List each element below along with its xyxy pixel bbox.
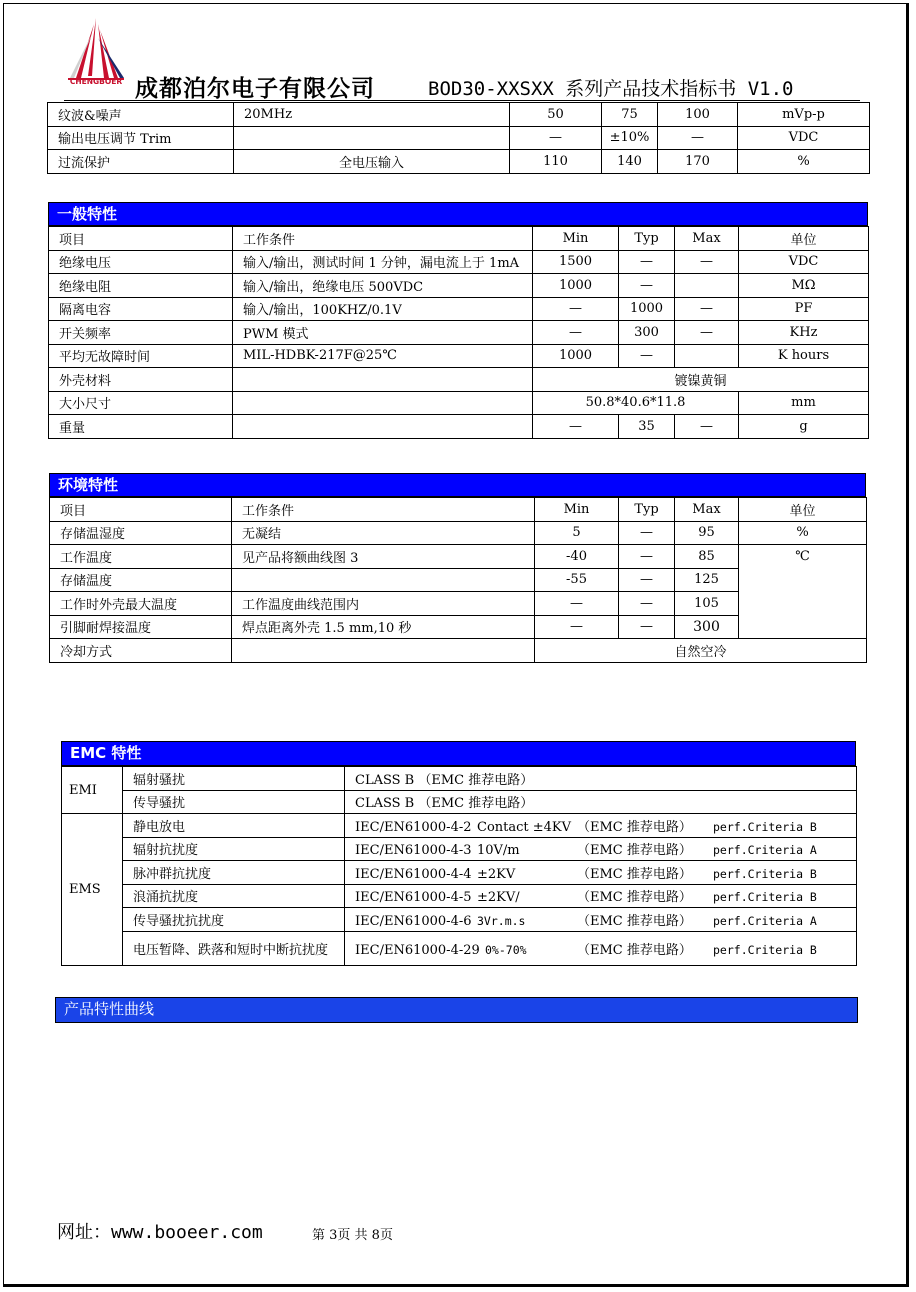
param-name: 过流保护	[48, 150, 234, 174]
max-value: 170	[658, 150, 738, 174]
test-name: 辐射骚扰	[123, 767, 345, 791]
general-spec-table	[48, 226, 869, 439]
level: ±2KV	[477, 866, 516, 882]
level: ±2KV/	[477, 890, 520, 906]
unit: %	[738, 150, 870, 174]
circuit-note: （EMC 推荐电路）	[577, 866, 692, 882]
header-max: Max	[675, 498, 739, 522]
max-value: 95	[675, 521, 739, 545]
condition: 输入/输出，100KHZ/0.1V	[233, 297, 533, 321]
min-value: —	[533, 297, 619, 321]
max-value: —	[658, 126, 738, 150]
typ-value: —	[619, 521, 675, 545]
criteria: perf.Criteria B	[713, 890, 817, 905]
table-header-row	[50, 498, 867, 522]
table-row	[62, 908, 857, 932]
param-name: 重量	[49, 415, 233, 439]
level: 10V/m	[477, 843, 520, 859]
standard: IEC/EN61000-4-2	[355, 819, 472, 835]
min-value: —	[535, 615, 619, 639]
circuit-note: （EMC 推荐电路）	[577, 942, 692, 958]
table-row	[49, 391, 869, 415]
param-name: 绝缘电压	[49, 250, 233, 274]
table-row	[62, 767, 857, 791]
typ-value: 1000	[619, 297, 675, 321]
test-standard: CLASS B （EMC 推荐电路）	[345, 790, 857, 814]
param-name: 存储温度	[50, 568, 232, 592]
condition: PWM 模式	[233, 321, 533, 345]
param-name: 存储温湿度	[50, 521, 232, 545]
unit: %	[739, 521, 867, 545]
unit: VDC	[739, 250, 869, 274]
typ-value: —	[619, 545, 675, 569]
condition: 输入/输出，测试时间 1 分钟，漏电流上于 1mA	[233, 250, 533, 274]
table-row	[62, 884, 857, 908]
header-divider	[64, 100, 860, 101]
header-item: 项目	[49, 227, 233, 251]
table-row	[62, 931, 857, 965]
condition: 见产品将额曲线图 3	[232, 545, 535, 569]
typ-value: —	[619, 568, 675, 592]
max-value: —	[675, 250, 739, 274]
min-value: 110	[510, 150, 602, 174]
max-value: 85	[675, 545, 739, 569]
table-header-row	[49, 227, 869, 251]
table-row	[49, 274, 869, 298]
param-name: 纹波&噪声	[48, 103, 234, 127]
table-row	[49, 250, 869, 274]
max-value: 105	[675, 592, 739, 616]
typ-value: ±10%	[602, 126, 658, 150]
condition	[232, 568, 535, 592]
param-name: 冷却方式	[50, 639, 232, 663]
header-max: Max	[675, 227, 739, 251]
test-detail	[345, 861, 857, 885]
level: 0%-70%	[485, 942, 527, 957]
standard: IEC/EN61000-4-3	[355, 843, 472, 859]
table-row	[48, 103, 870, 127]
test-name: 电压暂降、跌落和短时中断抗扰度	[123, 931, 345, 965]
param-name: 绝缘电阻	[49, 274, 233, 298]
table-row	[49, 368, 869, 392]
unit: K hours	[739, 344, 869, 368]
param-name: 工作时外壳最大温度	[50, 592, 232, 616]
condition: 全电压输入	[234, 150, 510, 174]
condition	[233, 415, 533, 439]
max-value: —	[675, 415, 739, 439]
condition	[233, 368, 533, 392]
header-unit: 单位	[739, 227, 869, 251]
test-detail	[345, 931, 857, 965]
unit: mm	[739, 391, 869, 415]
param-name: 引脚耐焊接温度	[50, 615, 232, 639]
typ-value: 300	[619, 321, 675, 345]
header-condition: 工作条件	[232, 498, 535, 522]
criteria: perf.Criteria A	[713, 913, 817, 928]
condition	[234, 126, 510, 150]
max-value: 300	[675, 615, 739, 639]
typ-value: —	[619, 274, 675, 298]
min-value: —	[533, 321, 619, 345]
criteria: perf.Criteria B	[713, 942, 817, 957]
level: 3Vr.m.s	[477, 913, 526, 928]
level: Contact ±4KV	[477, 819, 572, 835]
condition: 无凝结	[232, 521, 535, 545]
min-value: 5	[535, 521, 619, 545]
header-item: 项目	[50, 498, 232, 522]
header-typ: Typ	[619, 498, 675, 522]
min-value: 1000	[533, 274, 619, 298]
unit: MΩ	[739, 274, 869, 298]
condition: 焊点距离外壳 1.5 mm,10 秒	[232, 615, 535, 639]
param-name: 外壳材料	[49, 368, 233, 392]
typ-value: —	[619, 592, 675, 616]
standard: IEC/EN61000-4-6	[355, 913, 472, 929]
condition: 输入/输出，绝缘电压 500VDC	[233, 274, 533, 298]
table-row	[50, 545, 867, 569]
header-min: Min	[533, 227, 619, 251]
standard: IEC/EN61000-4-4	[355, 866, 472, 882]
circuit-note: （EMC 推荐电路）	[577, 819, 692, 835]
table-row	[48, 126, 870, 150]
max-value: 125	[675, 568, 739, 592]
param-name: 平均无故障时间	[49, 344, 233, 368]
circuit-note: （EMC 推荐电路）	[577, 890, 692, 906]
condition: 工作温度曲线范围内	[232, 592, 535, 616]
min-value: -55	[535, 568, 619, 592]
typ-value: —	[619, 250, 675, 274]
output-spec-table	[47, 102, 870, 174]
typ-value: 35	[619, 415, 675, 439]
table-row	[50, 521, 867, 545]
dimensions: 50.8*40.6*11.8	[533, 391, 739, 415]
unit: ℃	[739, 545, 867, 639]
param-name: 隔离电容	[49, 297, 233, 321]
table-row	[62, 861, 857, 885]
max-value	[675, 344, 739, 368]
emc-spec-table	[61, 766, 857, 966]
unit: VDC	[738, 126, 870, 150]
table-row	[62, 790, 857, 814]
unit: PF	[739, 297, 869, 321]
header-unit: 单位	[739, 498, 867, 522]
test-name: 脉冲群抗扰度	[123, 861, 345, 885]
max-value: —	[675, 297, 739, 321]
standard: IEC/EN61000-4-29	[355, 942, 480, 958]
circuit-note: （EMC 推荐电路）	[577, 913, 692, 929]
test-standard: CLASS B （EMC 推荐电路）	[345, 767, 857, 791]
document-title: BOD30-XXSXX 系列产品技术指标书 V1.0	[428, 78, 794, 100]
unit: KHz	[739, 321, 869, 345]
min-value: 50	[510, 103, 602, 127]
section-title-general: 一般特性	[48, 202, 868, 226]
table-row	[48, 150, 870, 174]
typ-value: 140	[602, 150, 658, 174]
table-row	[50, 639, 867, 663]
max-value: —	[675, 321, 739, 345]
max-value	[675, 274, 739, 298]
footer-website: 网址：www.booeer.com	[57, 1222, 263, 1243]
test-name: 浪涌抗扰度	[123, 884, 345, 908]
param-name: 大小尺寸	[49, 391, 233, 415]
condition: 20MHz	[234, 103, 510, 127]
typ-value: 75	[602, 103, 658, 127]
test-name: 静电放电	[123, 814, 345, 838]
max-value: 100	[658, 103, 738, 127]
test-detail	[345, 884, 857, 908]
header-typ: Typ	[619, 227, 675, 251]
table-row	[49, 321, 869, 345]
unit: g	[739, 415, 869, 439]
table-row	[62, 814, 857, 838]
param-name: 开关频率	[49, 321, 233, 345]
company-name: 成都泊尔电子有限公司	[135, 76, 375, 102]
test-detail	[345, 837, 857, 861]
test-name: 辐射抗扰度	[123, 837, 345, 861]
table-row	[62, 837, 857, 861]
test-name: 传导骚扰	[123, 790, 345, 814]
section-title-curves: 产品特性曲线	[55, 997, 858, 1023]
criteria: perf.Criteria B	[713, 819, 817, 834]
condition	[232, 639, 535, 663]
header-min: Min	[535, 498, 619, 522]
condition	[233, 391, 533, 415]
typ-value: —	[619, 344, 675, 368]
section-title-emc: EMC 特性	[61, 741, 856, 766]
test-detail	[345, 814, 857, 838]
min-value: -40	[535, 545, 619, 569]
footer-page-number: 第 3页 共 8页	[312, 1228, 393, 1243]
unit: mVp-p	[738, 103, 870, 127]
table-row	[49, 297, 869, 321]
standard: IEC/EN61000-4-5	[355, 890, 472, 906]
ems-label: EMS	[62, 814, 123, 966]
test-name: 传导骚扰抗扰度	[123, 908, 345, 932]
param-name: 输出电压调节 Trim	[48, 126, 234, 150]
section-title-environment: 环境特性	[49, 473, 866, 497]
condition: MIL-HDBK-217F@25℃	[233, 344, 533, 368]
cooling-method: 自然空冷	[535, 639, 867, 663]
table-row	[49, 344, 869, 368]
table-row	[49, 415, 869, 439]
min-value: 1500	[533, 250, 619, 274]
criteria: perf.Criteria A	[713, 843, 817, 858]
typ-value: —	[619, 615, 675, 639]
min-value: 1000	[533, 344, 619, 368]
emi-label: EMI	[62, 767, 123, 814]
header-condition: 工作条件	[233, 227, 533, 251]
min-value: —	[510, 126, 602, 150]
logo-text: CHENGBOER	[69, 77, 123, 86]
min-value: —	[535, 592, 619, 616]
min-value: —	[533, 415, 619, 439]
shell-material: 镀镍黄铜	[533, 368, 869, 392]
circuit-note: （EMC 推荐电路）	[577, 843, 692, 859]
test-detail	[345, 908, 857, 932]
environment-spec-table	[49, 497, 867, 663]
param-name: 工作温度	[50, 545, 232, 569]
criteria: perf.Criteria B	[713, 866, 817, 881]
